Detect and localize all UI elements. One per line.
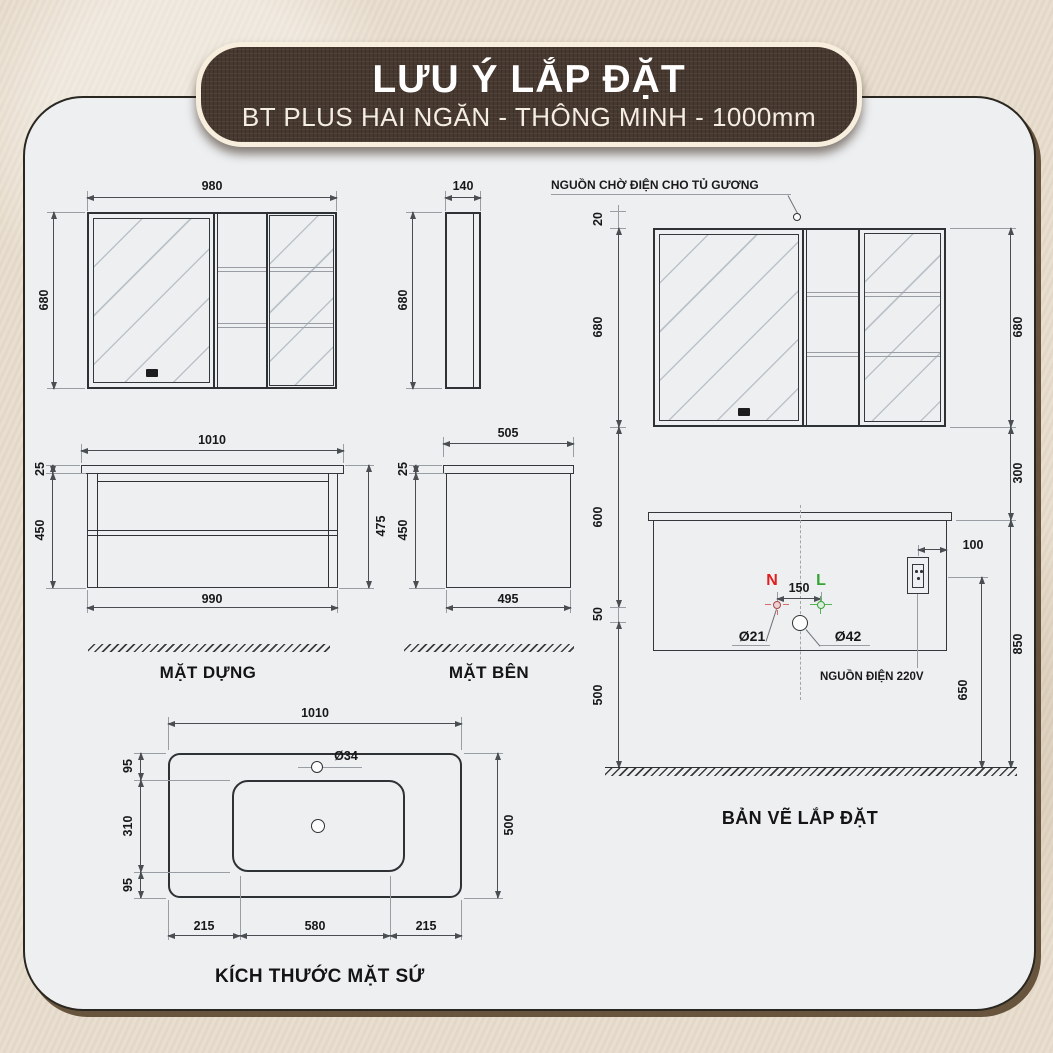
dim-label: 650: [956, 679, 970, 701]
outlet-face: [912, 564, 924, 588]
cabinet-body-side: [446, 473, 571, 588]
line: [783, 604, 789, 605]
dim-label: 25: [396, 462, 410, 476]
dim-line-600: [618, 427, 619, 607]
dim-line-215l: [168, 935, 240, 936]
dim-label: 95: [121, 759, 135, 773]
view-label: KÍCH THƯỚC MẶT SỨ: [215, 966, 425, 987]
shelf-line: [807, 292, 858, 293]
line: [473, 213, 474, 388]
dim-label: 450: [396, 519, 410, 541]
wire-l-point: [817, 601, 825, 609]
dim-label: 95: [121, 878, 135, 892]
dim-line-1010: [168, 723, 462, 724]
ground-hatch: [404, 644, 574, 652]
faucet-leader: [298, 767, 362, 768]
dim-line-495: [446, 607, 571, 608]
shelf-line: [865, 296, 940, 297]
hole-supply-point: [773, 601, 781, 609]
dim-label: 215: [415, 919, 437, 933]
dim-line-310: [140, 780, 141, 872]
shelf-line: [270, 327, 333, 328]
dim-line-500: [618, 622, 619, 768]
dim-label: 50: [591, 607, 605, 621]
dim-line-990: [87, 607, 338, 608]
line: [134, 872, 230, 873]
glass-door: [864, 233, 941, 422]
dim-label: 980: [201, 179, 223, 193]
dim-line-150: [777, 598, 821, 599]
dim-line-650: [981, 577, 982, 768]
dim-line-680: [412, 212, 413, 389]
line: [217, 212, 218, 389]
dim-label: Ø42: [834, 628, 862, 644]
line: [390, 876, 391, 940]
shelf-line: [270, 271, 333, 272]
line: [820, 645, 870, 646]
faucet-hole: [311, 761, 323, 773]
dim-label: 150: [788, 581, 810, 595]
page-title: LƯU Ý LẮP ĐẶT: [372, 57, 686, 101]
shelf-line: [218, 267, 266, 268]
dim-label: 680: [591, 316, 605, 338]
line: [802, 228, 804, 427]
shelf-line: [218, 271, 266, 272]
title-banner: [196, 42, 862, 147]
dim-label: 580: [304, 919, 326, 933]
view-label: BẢN VẼ LẮP ĐẶT: [721, 808, 879, 828]
ground-hatch: [605, 767, 1017, 776]
dim-line-500: [497, 753, 498, 898]
dim-label: 500: [591, 684, 605, 706]
dim-label: 475: [374, 515, 388, 537]
line: [266, 212, 268, 389]
dim-line-580: [240, 935, 390, 936]
dim-label: 680: [396, 289, 410, 311]
shelf-line: [865, 292, 940, 293]
shelf-line: [270, 267, 333, 268]
mirror-door: [659, 234, 799, 421]
dim-label: Ø34: [334, 749, 358, 763]
line: [858, 228, 860, 427]
shelf-line: [807, 352, 858, 353]
dim-label: 1010: [301, 706, 329, 720]
dim-label: 215: [193, 919, 215, 933]
cabinet-side-outline: [445, 212, 481, 389]
dim-label: 680: [37, 289, 51, 311]
dim-line-140: [445, 197, 481, 198]
page-subtitle: BT PLUS HAI NGĂN - THÔNG MINH - 1000mm: [241, 101, 817, 132]
dim-line-95: [140, 753, 141, 780]
glass-door: [269, 215, 334, 386]
dim-label: 680: [1011, 316, 1025, 338]
wire-l-label: L: [816, 572, 826, 589]
wire-n-label: N: [766, 572, 778, 589]
shelf-line: [807, 296, 858, 297]
line: [618, 607, 619, 622]
dim-line-505: [443, 443, 574, 444]
mirror-power-note: NGUỒN CHỜ ĐIỆN CHO TỦ GƯƠNG: [551, 178, 759, 192]
shelf-line: [807, 356, 858, 357]
led-sensor: [738, 408, 750, 416]
line: [732, 645, 770, 646]
led-sensor: [146, 369, 158, 377]
dim-label: 850: [1011, 633, 1025, 655]
outlet-leader: [917, 594, 918, 668]
centerline: [800, 505, 801, 700]
line: [213, 212, 215, 389]
dim-label: 300: [1011, 462, 1025, 484]
dim-label: 310: [121, 815, 135, 837]
line: [98, 481, 328, 482]
dim-line-95b: [140, 872, 141, 898]
drain-hole: [311, 819, 325, 833]
dim-label: 25: [33, 462, 47, 476]
line: [777, 610, 778, 615]
outlet-pin: [915, 570, 918, 573]
outlet-pin: [920, 570, 923, 573]
line: [950, 427, 1016, 428]
dim-label: Ø21: [738, 628, 766, 644]
dim-label: 20: [591, 212, 605, 226]
dim-line-680: [53, 212, 54, 389]
dim-line-680: [618, 228, 619, 427]
shelf-line: [270, 323, 333, 324]
line: [240, 876, 241, 940]
drawer-divider: [88, 535, 337, 536]
outlet-pin: [917, 577, 920, 580]
line: [551, 194, 791, 195]
line: [806, 228, 807, 427]
mirror-door: [93, 218, 210, 383]
dim-label: 450: [33, 519, 47, 541]
shelf-line: [865, 356, 940, 357]
dim-label: 1010: [198, 433, 226, 447]
line: [950, 228, 1016, 229]
dim-label: 100: [962, 538, 984, 552]
dim-label: 505: [497, 426, 519, 440]
shelf-line: [865, 352, 940, 353]
dim-line-475: [368, 465, 369, 588]
drawer-divider: [88, 530, 337, 531]
line: [618, 205, 619, 228]
shelf-line: [218, 323, 266, 324]
dim-line-215r: [390, 935, 462, 936]
line: [765, 604, 771, 605]
dim-line-980: [87, 197, 337, 198]
dim-label: 495: [497, 592, 519, 606]
shelf-line: [218, 327, 266, 328]
view-label: MẶT BÊN: [448, 663, 530, 682]
ground-hatch: [88, 644, 330, 652]
line: [97, 474, 98, 588]
outlet-note: NGUỒN ĐIỆN 220V: [820, 671, 924, 683]
line: [328, 474, 329, 588]
dim-label: 140: [452, 179, 474, 193]
dim-line-1010: [81, 450, 344, 451]
power-wait-point: [793, 213, 801, 221]
dim-line-450: [52, 473, 53, 588]
view-label: MẶT DỰNG: [159, 663, 257, 682]
line: [134, 780, 230, 781]
dim-label: 990: [201, 592, 223, 606]
dim-label: 600: [591, 506, 605, 528]
dim-label: 500: [502, 814, 516, 836]
dim-line-450: [415, 473, 416, 588]
